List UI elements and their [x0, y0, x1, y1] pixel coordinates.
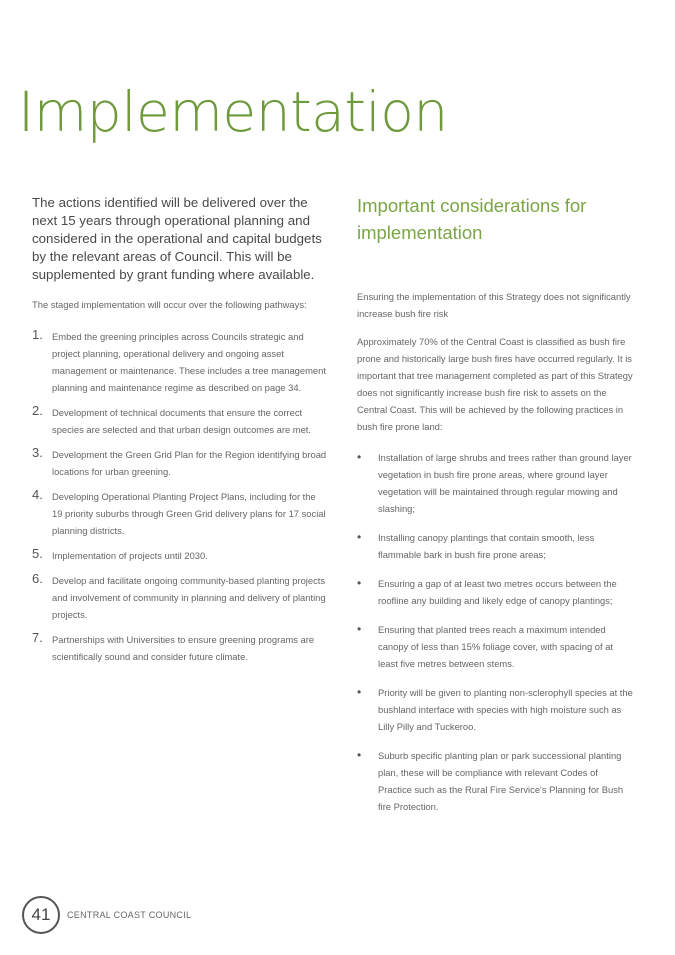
bullet-text: Ensuring that planted trees reach a maximum intended canopy of less than 15% foliage cover, with spacing of at least five metres between stems. [378, 624, 614, 669]
bullet-icon: • [357, 685, 362, 699]
list-item [357, 621, 633, 672]
list-item [32, 404, 327, 438]
pathways-lead: The staged implementation will occur over the following pathways: [32, 299, 307, 310]
list-item [32, 631, 327, 665]
item-text: Embed the greening principles across Councils strategic and project planning, operational delivery and ongoing asset management or maintenance. These includes a tree management planning and maintenance regime as described on page 34. [52, 331, 326, 393]
bullet-text: Installing canopy plantings that contain smooth, less flammable bark in bush fire prone areas; [378, 532, 595, 560]
list-item [357, 684, 633, 735]
list-item [32, 488, 327, 539]
bullet-icon: • [357, 622, 362, 636]
bushfire-paragraph: Approximately 70% of the Central Coast is classified as bush fire prone and historically large bush fires have occurred regularly. It is important that tree management completed as part of this Strategy does not significantly increase bush fire risk to assets on the Central Coast. This will be achieved by the following practices in bush fire prone land: [357, 336, 633, 432]
intro-paragraph: The actions identified will be delivered over the next 15 years through operational planning and considered in the operational and capital budgets by the relevant areas of Council. This will be supplemented by grant funding where available. [32, 195, 322, 282]
bullet-text: Priority will be given to planting non-sclerophyll species at the bushland interface with species with high moisture such as Lilly Pilly and Tuckeroo. [378, 687, 633, 732]
item-text: Implementation of projects until 2030. [52, 550, 208, 561]
bushfire-subtitle: Ensuring the implementation of this Strategy does not significantly increase bush fire risk [357, 291, 631, 319]
bullet-text: Ensuring a gap of at least two metres occurs between the roofline any building and likely edge of canopy plantings; [378, 578, 617, 606]
list-item [32, 446, 327, 480]
item-text: Develop and facilitate ongoing community-based planting projects and involvement of community in planning and delivery of planting projects. [52, 575, 326, 620]
list-item [357, 747, 633, 815]
bullet-text: Installation of large shrubs and trees rather than ground layer vegetation in bush fire prone areas, where ground layer vegetation will be maintained through regular mowing and slashing; [378, 452, 632, 514]
item-number: 4. [32, 487, 43, 502]
pathways-list [32, 328, 327, 665]
bullet-icon: • [357, 576, 362, 590]
page-footer [22, 896, 191, 934]
left-column [32, 194, 327, 673]
bullet-icon: • [357, 450, 362, 464]
footer-org-name: CENTRAL COAST COUNCIL [67, 910, 192, 920]
item-number: 3. [32, 445, 43, 460]
item-text: Development the Green Grid Plan for the Region identifying broad locations for urban greening. [52, 449, 327, 477]
list-item [357, 529, 633, 563]
list-item [32, 572, 327, 623]
page-number-circle [22, 896, 60, 934]
list-item [357, 575, 633, 609]
bullet-icon: • [357, 748, 362, 762]
right-column [357, 192, 633, 827]
page-number: 41 [31, 905, 51, 924]
list-item [32, 328, 327, 396]
bullet-icon: • [357, 530, 362, 544]
item-text: Developing Operational Planting Project Plans, including for the 19 priority suburbs through Green Grid delivery plans for 17 social planning districts. [52, 491, 326, 536]
item-text: Development of technical documents that ensure the correct species are selected and that urban design outcomes are met. [52, 407, 312, 435]
item-number: 6. [32, 571, 43, 586]
list-item [32, 547, 327, 564]
section-heading: Important considerations for implementation [357, 195, 587, 243]
item-number: 2. [32, 403, 43, 418]
item-text: Partnerships with Universities to ensure greening programs are scientifically sound and consider future climate. [52, 634, 315, 662]
bullet-text: Suburb specific planting plan or park successional planting plan, these will be compliance with relevant Codes of Practice such as the Rural Fire Service's Planning for Bush fire Protection. [378, 750, 624, 812]
item-number: 7. [32, 630, 43, 645]
list-item [357, 449, 633, 517]
page-title: Implementation [18, 80, 448, 144]
practices-list [357, 449, 633, 815]
item-number: 5. [32, 546, 43, 561]
item-number: 1. [32, 327, 43, 342]
